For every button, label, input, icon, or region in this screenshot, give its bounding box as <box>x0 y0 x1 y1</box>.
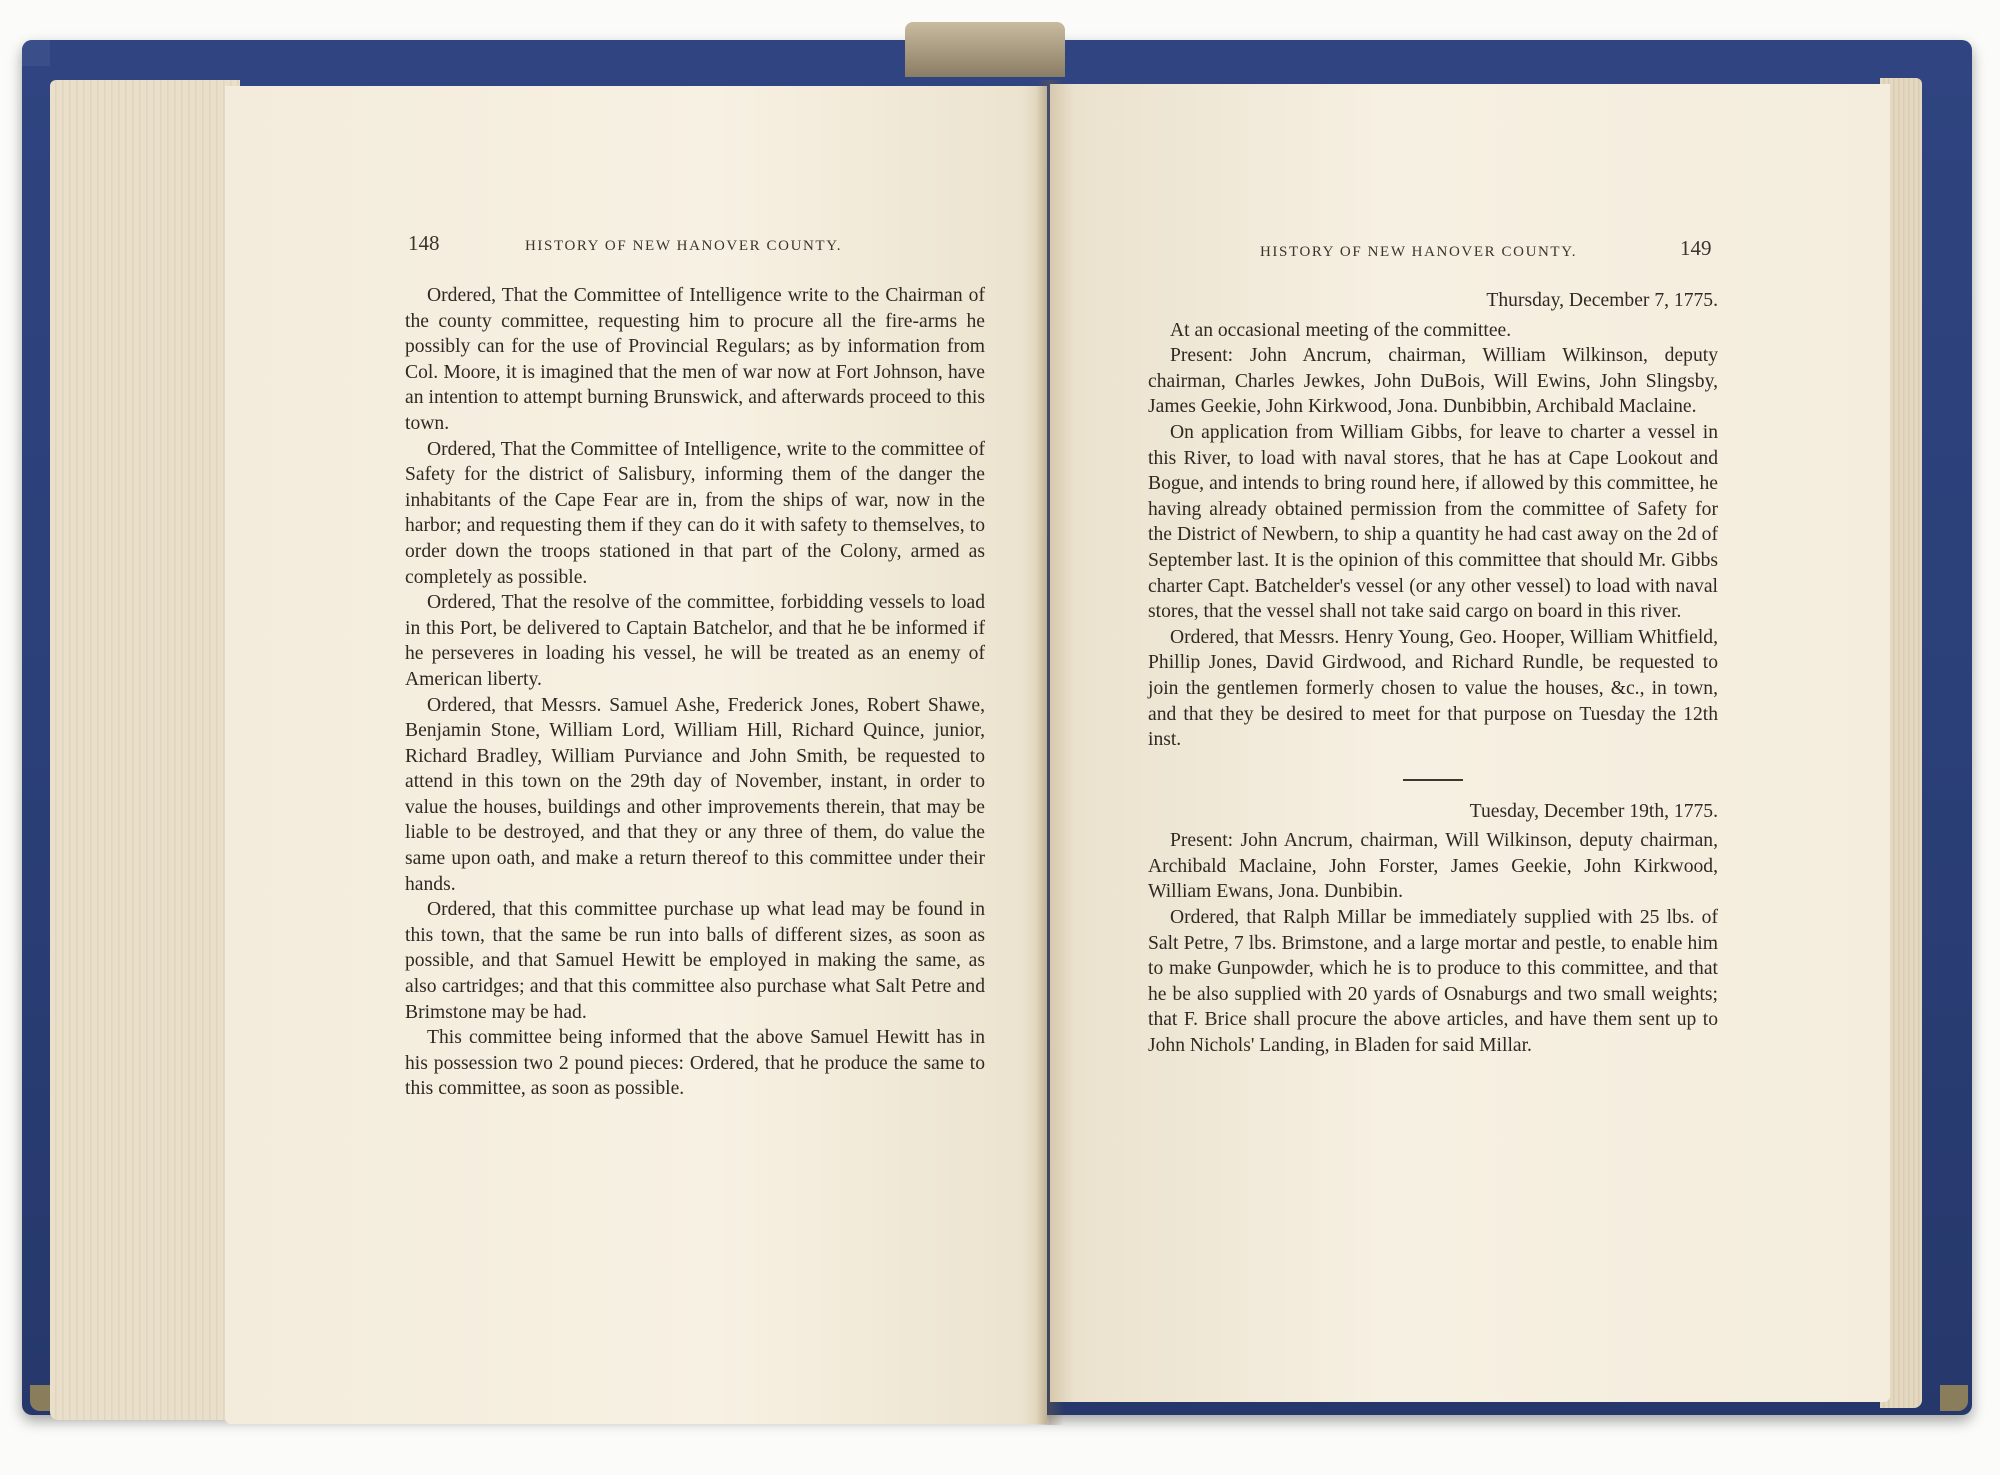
left-page <box>225 86 1047 1424</box>
right-paragraph: Ordered, that Ralph Millar be immediately supplied with 25 lbs. of Salt Petre, 7 lbs. Brimstone, and a large mortar and pestle, to enable him to make Gunpowder, which he is to produce to this committee, and that he be also supplied with 20 yards of Osnaburgs and two small weights; that F. Brice shall procure the above articles, and have them sent up to John Nichols' Landing, in Bladen for said Millar. <box>1148 907 1718 1057</box>
left-page-number: 148 <box>408 231 440 255</box>
left-paragraph: Ordered, That the resolve of the committee, forbidding vessels to load in this Port, be delivered to Captain Batchelor, and that he be informed if he perseveres in loading his vessel, he will be treated as an enemy of American liberty. <box>405 592 985 690</box>
right-page-body <box>1148 284 1718 1059</box>
right-paragraph: On application from William Gibbs, for leave to charter a vessel in this River, to load with naval stores, that he has at Cape Lookout and Bogue, and intends to bring round here, if allowed by this committee, he having already obtained permission from the committee of Safety for the District of Newbern, to ship a quantity he had cast away on the 2d of September last. It is the opinion of this committee that should Mr. Gibbs charter Capt. Batchelder's vessel (or any other vessel) to load with naval stores, that the vessel shall not take said cargo on board in this river. <box>1148 421 1718 623</box>
section-divider <box>1403 779 1463 781</box>
right-paragraph: Ordered, that Messrs. Henry Young, Geo. Hooper, William Whitfield, Phillip Jones, David Girdwood, and Richard Rundle, be requested to join the gentlemen formerly chosen to value the houses, &c., in town, and that they be desired to meet for that purpose on Tuesday the 12th inst. <box>1148 626 1718 751</box>
meeting-date-heading: Thursday, December 7, 1775. <box>1486 290 1718 311</box>
left-paragraph: Ordered, That the Committee of Intelligence, write to the committee of Safety for the district of Salisbury, informing them of the danger the inhabitants of the Cape Fear are in, from the ships of war, now in the harbor; and requesting them if they can do it with safety to themselves, to order down the troops stationed in that part of the Colony, armed as completely as possible. <box>405 438 985 588</box>
left-running-head: HISTORY OF NEW HANOVER COUNTY. <box>525 238 843 254</box>
left-page-edges <box>50 80 240 1420</box>
right-page-number: 149 <box>1680 236 1712 260</box>
left-page-body <box>405 283 985 1102</box>
right-paragraph: Present: John Ancrum, chairman, William Wilkinson, deputy chairman, Charles Jewkes, John DuBois, Will Ewins, John Slingsby, James Geekie, John Kirkwood, Jona. Dunbibbin, Archibald Maclaine. <box>1148 345 1718 418</box>
right-running-head: HISTORY OF NEW HANOVER COUNTY. <box>1260 244 1578 260</box>
right-paragraph: Present: John Ancrum, chairman, Will Wilkinson, deputy chairman, Archibald Maclaine, John Forster, James Geekie, John Kirkwood, William Ewans, Jona. Dunbibin. <box>1148 830 1718 903</box>
left-paragraph: Ordered, that this committee purchase up what lead may be found in this town, that the same be run into balls of different sizes, as soon as possible, and that Samuel Hewitt be employed in making the same, as also cartridges; and that this committee also purchase what Salt Petre and Brimstone may be had. <box>405 899 985 1023</box>
left-paragraph: Ordered, That the Committee of Intelligence write to the Chairman of the county committee, requesting him to procure all the fire-arms he possibly can for the use of Provincial Regulars; as by information from Col. Moore, it is imagined that the men of war now at Fort Johnson, have an intention to attempt burning Brunswick, and afterwards proceed to this town. <box>405 285 985 434</box>
left-paragraph: This committee being informed that the above Samuel Hewitt has in his possession two 2 pound pieces: Ordered, that he produce the same to this committee, as soon as possible. <box>405 1027 985 1100</box>
book-spine <box>905 22 1065 77</box>
right-paragraph: At an occasional meeting of the committee. <box>1170 319 1512 341</box>
meeting-date-heading: Tuesday, December 19th, 1775. <box>1469 800 1718 822</box>
cover-corner-top-left <box>22 40 50 66</box>
left-paragraph: Ordered, that Messrs. Samuel Ashe, Frederick Jones, Robert Shawe, Benjamin Stone, William Lord, William Hill, Richard Quince, junior, Richard Bradley, William Purviance and John Smith, be requested to attend in this town on the 29th day of November, instant, in order to value the houses, buildings and other improvements therein, that may be liable to be destroyed, and that they or any three of them, do value the same upon oath, and make a return thereof to this committee under their hands. <box>405 694 985 895</box>
cover-corner-bottom-right <box>1940 1385 1968 1411</box>
right-page <box>1050 84 1890 1402</box>
